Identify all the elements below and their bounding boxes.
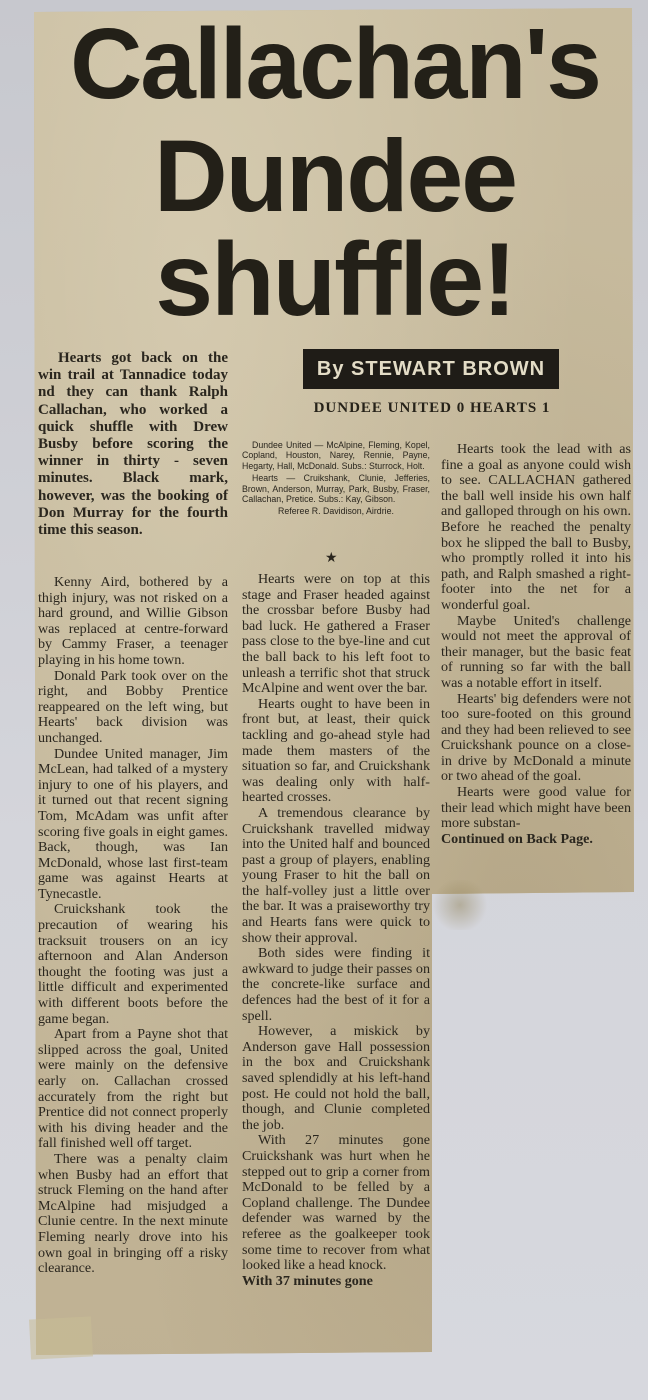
paragraph: Hearts were on top at this stage and Fraser headed against the crossbar before Busby had bad luck. He gathered a Fraser pass close to the bye-line and cut the ball back to his left foot to unleash a terrific shot that struck McAlpine and went over the bar. <box>242 571 430 697</box>
tape-strip <box>29 1316 93 1359</box>
glue-stain <box>430 880 490 930</box>
score-line: DUNDEE UNITED 0 HEARTS 1 <box>313 400 551 416</box>
star-icon: ★ <box>325 551 338 566</box>
column-1 <box>38 575 228 1277</box>
paragraph: Kenny Aird, bothered by a thigh injury, was not risked on a hard ground, and Willie Gibson was replaced at centre-forward by Cammy Fraser, a teenager playing in his home town. <box>38 574 228 668</box>
column-3 <box>441 442 631 847</box>
headline-line-1: Callachan's <box>70 8 600 120</box>
paragraph: Dundee United manager, Jim McLean, had talked of a mystery injury to one of his players, and it turned out that recent signing Tom, McAdam was unfit after scoring five goals in eight games. Back, though, was Ian McDonald, whose last first-team game was against Hearts at Tynecastle. <box>38 745 228 902</box>
paragraph: Apart from a Payne shot that slipped across the goal, United were mainly on the defensive early on. Callachan crossed accurately from the right but Prentice did not connect properly with his diving header and the fall finished well off target. <box>38 1026 228 1152</box>
lead-paragraph: Hearts got back on the win trail at Tannadice today nd they can thank Ralph Callachan, who worked a quick shuffle with Drew Busby before scoring the winner in thirty - seven minutes. Black mark, however, was the booking of Don Murray for the fourth time this season. <box>38 350 228 539</box>
paragraph: However, a miskick by Anderson gave Hall possession in the box and Cruickshank saved splendidly at his left-hand post. He could not hold the ball, though, and Clunie completed the job. <box>242 1023 430 1133</box>
paragraph: Hearts took the lead with as fine a goal as anyone could wish to see. CALLACHAN gathered the ball well inside his own half and galloped through on his own. Before he reached the penalty box he slipped the ball to Busby, who promptly rolled it into his path, and Ralph smashed a right-footer into the net for a wonderful goal. <box>441 441 631 613</box>
paragraph: Hearts were good value for their lead which might have been more substan- <box>441 784 631 832</box>
paragraph: With 27 minutes gone Cruickshank was hurt when he stepped out to grip a corner from McDonald to be felled by a Copland challenge. The Dundee defender was warned by the referee as the goalkeeper took some time to recover from what looked like a head knock. <box>242 1132 430 1274</box>
paragraph: Cruickshank took the precaution of wearing his tracksuit trousers on an icy afternoon and Alan Anderson thought the footing was just a little difficult and experimented with different boots before the game began. <box>38 901 228 1027</box>
paragraph: There was a penalty claim when Busby had an effort that struck Fleming on the hand after McAlpine had misjudged a Clunie centre. In the next minute Fleming nearly drove into his own goal in bringing off a risky clearance. <box>38 1150 228 1277</box>
paragraph: Donald Park took over on the right, and Bobby Prentice reappeared on the left wing, but Hearts' back division was unchanged. <box>38 667 228 746</box>
column-2 <box>242 572 430 1289</box>
team-lineups <box>242 440 430 519</box>
headline-line-3: shuffle! <box>155 222 515 338</box>
byline: By STEWART BROWN <box>303 349 559 389</box>
paragraph: Maybe United's challenge would not meet the approval of their manager, but the basic feat of running so far with the ball was a notable effort in itself. <box>441 612 631 691</box>
referee: Referee R. Davidison, Airdrie. <box>278 506 394 517</box>
headline-line-2: Dundee <box>153 119 517 233</box>
continued-note: Continued on Back Page. <box>441 830 593 847</box>
paragraph: A tremendous clearance by Cruickshank travelled midway into the United half and bounced past a group of players, enabling young Fraser to hit the ball on the half-volley just a little over the bar. It was a praiseworthy try and Hearts fans were quick to show their approval. <box>242 804 430 946</box>
paragraph: Hearts' big defenders were not too sure-footed on this ground and they had been relieved to see Cruickshank pounce on a close-in drive by McDonald a minute or two ahead of the goal. <box>441 690 631 785</box>
hearts-lineup: Hearts — Cruikshank, Clunie, Jefferies, Brown, Anderson, Murray, Park, Busby, Fraser, Callachan, Pretice. Subs.: Kay, Gibson. <box>242 473 430 505</box>
paragraph: With 37 minutes gone <box>242 1272 373 1289</box>
united-lineup: Dundee United — McAlpine, Fleming, Kopel, Copland, Houston, Narey, Rennie, Payne, Hegarty, Hall, McDonald. Subs.: Sturrock, Holt. <box>242 440 430 471</box>
paragraph: Hearts ought to have been in front but, at least, their quick tackling and go-ahead style had made them masters of the situation so far, and Cruickshank was dealing only with half-hearted crosses. <box>242 695 430 806</box>
paragraph: Both sides were finding it awkward to judge their passes on the concrete-like surface and defences had the best of it for a spell. <box>242 945 430 1024</box>
